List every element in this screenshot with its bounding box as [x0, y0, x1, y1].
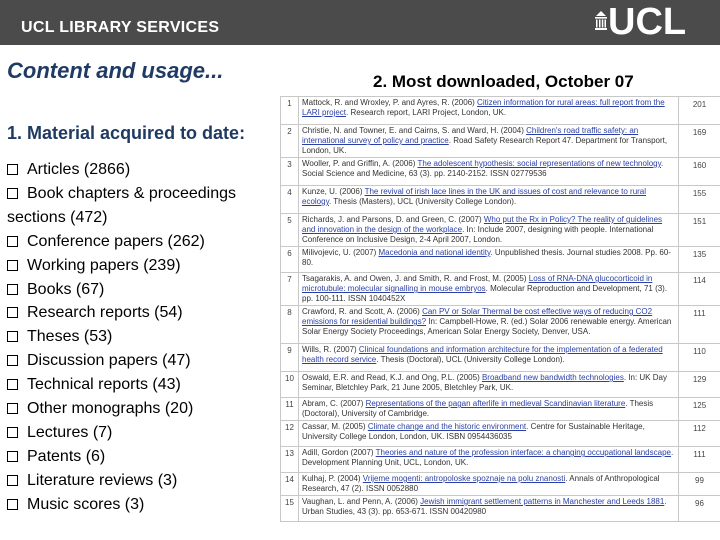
rank-cell: 11 — [281, 398, 299, 421]
rank-cell: 12 — [281, 421, 299, 447]
citation-details: . Thesis (Doctoral), University of Cambridge. — [302, 399, 654, 418]
citation-cell — [299, 247, 679, 273]
list-item — [7, 469, 277, 493]
citation-title-link[interactable]: Clinical foundations and information architecture for the implementation of a federated health record service — [302, 345, 663, 364]
rank-cell: 8 — [281, 306, 299, 344]
citation-title-link[interactable]: The revival of irish lace lines in the UK and issues of cost and relevance to rural ecology — [302, 187, 647, 206]
citation-title-link[interactable]: The adolescent hypothesis: social representations of new technology — [417, 159, 662, 168]
citation-authors: Wooller, P. and Griffin, A. (2006) — [302, 159, 418, 168]
download-count-cell: 125 — [679, 398, 720, 421]
citation-cell — [299, 473, 679, 496]
citation-cell — [299, 421, 679, 447]
download-count-cell: 114 — [679, 273, 720, 306]
citation-cell — [299, 447, 679, 473]
citation-cell — [299, 125, 679, 158]
citation-authors: Vaughan, L. and Penn, A. (2006) — [302, 497, 421, 506]
citation-details: . Road Safety Research Report 47. Department for Transport, London, UK. — [302, 136, 668, 155]
citation-title-link[interactable]: Representations of the pagan afterlife in medieval Scandinavian literature — [365, 399, 626, 408]
citation-details: . Urban Studies, 43 (3). pp. 653-671. ISSN 00420980 — [302, 497, 667, 516]
rank-cell: 3 — [281, 158, 299, 186]
download-count-cell: 135 — [679, 247, 720, 273]
checkbox-bullet-icon — [7, 284, 18, 295]
citation-details: . Development Planning Unit, UCL, London, UK. — [302, 448, 674, 467]
checkbox-bullet-icon — [7, 331, 18, 342]
citation-authors: Adill, Gordon (2007) — [302, 448, 376, 457]
list-item-label: Theses (53) — [27, 328, 113, 346]
citation-cell — [299, 273, 679, 306]
citation-title-link[interactable]: Jewish immigrant settlement patterns in Manchester and Leeds 1881 — [420, 497, 665, 506]
most-downloaded-heading: 2. Most downloaded, October 07 — [373, 72, 634, 91]
list-item — [7, 278, 277, 302]
citation-cell — [299, 306, 679, 344]
rank-cell: 2 — [281, 125, 299, 158]
list-item-label: Technical reports (43) — [27, 376, 181, 394]
rank-cell: 15 — [281, 496, 299, 522]
citation-authors: Kulhaj, P. (2004) — [302, 474, 363, 483]
citation-title-link[interactable]: Vrijeme mogenti: antropoloske spoznaje na polu znanosti — [362, 474, 566, 483]
checkbox-bullet-icon — [7, 475, 18, 486]
citation-title-link[interactable]: Climate change and the historic environment — [367, 422, 527, 431]
citation-details: . Centre for Sustainable Heritage, University College London, London, UK. ISBN 0954436035 — [302, 422, 645, 441]
download-count-cell: 151 — [679, 214, 720, 247]
material-list — [7, 158, 277, 517]
citation-details: . In: UK Day Seminar, Bletchley Park, 21 June 2005, Bletchley Park, UK. — [302, 373, 667, 392]
checkbox-bullet-icon — [7, 236, 18, 247]
table-row — [281, 473, 720, 496]
table-row — [281, 496, 720, 522]
citation-title-link[interactable]: Children's road traffic safety: an international survey of policy and practice — [302, 126, 639, 145]
download-count-cell: 169 — [679, 125, 720, 158]
citation-cell — [299, 496, 679, 522]
table-row — [281, 421, 720, 447]
citation-details: . Social Science and Medicine, 63 (3). pp. 2140-2152. ISSN 02779536 — [302, 159, 664, 178]
rank-cell: 5 — [281, 214, 299, 247]
citation-authors: Tsagarakis, A. and Owen, J. and Smith, R. and Frost, M. (2005) — [302, 274, 529, 283]
table-row — [281, 186, 720, 214]
checkbox-bullet-icon — [7, 307, 18, 318]
download-count-cell: 129 — [679, 372, 720, 398]
download-count-cell: 155 — [679, 186, 720, 214]
citation-title-link[interactable]: Theories and nature of the profession interface: a changing occupational landscape — [375, 448, 671, 457]
checkbox-bullet-icon — [7, 403, 18, 414]
rank-cell: 13 — [281, 447, 299, 473]
header-bar — [0, 0, 720, 45]
list-item — [7, 349, 277, 373]
checkbox-bullet-icon — [7, 499, 18, 510]
citation-title-link[interactable]: Loss of RNA-DNA glucocorticoid in microtubule: molecular signalling in mouse embryos — [302, 274, 653, 293]
list-item-label: Working papers (239) — [27, 256, 181, 274]
citation-title-link[interactable]: Can PV or Solar Thermal be cost effective ways of reducing CO2 emissions for residential buildings? — [302, 307, 653, 326]
material-acquired-heading: 1. Material acquired to date: — [7, 123, 246, 143]
citation-authors: Richards, J. and Parsons, D. and Green, C. (2007) — [302, 215, 484, 224]
list-item-label: Discussion papers (47) — [27, 352, 191, 370]
citation-authors: Wills, R. (2007) — [302, 345, 359, 354]
table-row — [281, 97, 720, 125]
citation-authors: Cassar, M. (2005) — [302, 422, 368, 431]
checkbox-bullet-icon — [7, 379, 18, 390]
citation-title-link[interactable]: Broadband new bandwidth technologies — [481, 373, 624, 382]
list-item — [7, 158, 277, 182]
list-item-label: Research reports (54) — [27, 304, 183, 322]
download-count-cell: 110 — [679, 344, 720, 372]
citation-cell — [299, 186, 679, 214]
citation-authors: Crawford, R. and Scott, A. (2006) — [302, 307, 423, 316]
citation-authors: Kunze, U. (2006) — [302, 187, 365, 196]
checkbox-bullet-icon — [7, 164, 18, 175]
logo-text: UCL — [608, 1, 687, 43]
citation-details: . Unpublished thesis. Journal studies 2008. Pp. 60-80. — [302, 248, 671, 267]
citation-title-link[interactable]: Who put the Rx in Policy? The reality of guidelines and innovation in the design of the workplace — [302, 215, 663, 234]
rank-cell: 1 — [281, 97, 299, 125]
rank-cell: 14 — [281, 473, 299, 496]
list-item — [7, 230, 277, 254]
list-item-label: Articles (2866) — [27, 161, 131, 178]
rank-cell: 10 — [281, 372, 299, 398]
list-item-label: Conference papers (262) — [27, 232, 205, 250]
table-row — [281, 125, 720, 158]
citation-cell — [299, 372, 679, 398]
list-item — [7, 445, 277, 469]
citation-cell — [299, 398, 679, 421]
table-row — [281, 306, 720, 344]
table-row — [281, 344, 720, 372]
checkbox-bullet-icon — [7, 355, 18, 366]
list-item-label: Literature reviews (3) — [27, 471, 178, 489]
download-count-cell: 201 — [679, 97, 720, 125]
list-item-label: Other monographs (20) — [27, 400, 194, 418]
list-item-label: Lectures (7) — [27, 423, 113, 441]
list-item — [7, 325, 277, 349]
citation-title-link[interactable]: Macedonia and national identity — [378, 248, 491, 257]
citation-cell — [299, 97, 679, 125]
citation-details: In: Campbell-Howe, R. (ed.) Solar 2006 renewable energy. American Solar Energy Society Proceedings, American Solar Energy Society, Denver, USA. — [302, 317, 672, 336]
list-item — [7, 493, 277, 517]
citation-cell — [299, 214, 679, 247]
header-title: UCL LIBRARY SERVICES — [21, 19, 220, 36]
table-row — [281, 398, 720, 421]
citation-authors: Oswald, E.R. and Read, K.J. and Ong, P.L. (2005) — [302, 373, 482, 382]
citation-authors: Milivojevic, U. (2007) — [302, 248, 379, 257]
portico-icon — [594, 10, 608, 32]
list-item — [7, 397, 277, 421]
table-row — [281, 372, 720, 398]
list-item — [7, 301, 277, 325]
download-count-cell: 99 — [679, 473, 720, 496]
rank-cell: 6 — [281, 247, 299, 273]
citation-authors: Mattock, R. and Wroxley, P. and Ayres, R. (2006) — [302, 98, 478, 107]
downloads-table — [280, 96, 720, 522]
ucl-logo — [594, 1, 706, 43]
list-item-label: Patents (6) — [27, 447, 106, 465]
citation-cell — [299, 158, 679, 186]
download-count-cell: 111 — [679, 306, 720, 344]
checkbox-bullet-icon — [7, 451, 18, 462]
list-item-label: Music scores (3) — [27, 495, 145, 513]
table-row — [281, 447, 720, 473]
slide-title: Content and usage... — [7, 58, 224, 83]
table-row — [281, 247, 720, 273]
download-count-cell: 112 — [679, 421, 720, 447]
list-item — [7, 421, 277, 445]
download-count-cell: 96 — [679, 496, 720, 522]
citation-details: . Thesis (Doctoral), UCL (University College London). — [376, 355, 565, 364]
checkbox-bullet-icon — [7, 188, 18, 199]
table-row — [281, 273, 720, 306]
citation-authors: Christie, N. and Towner, E. and Cairns, S. and Ward, H. (2004) — [302, 126, 527, 135]
table-row — [281, 158, 720, 186]
checkbox-bullet-icon — [7, 260, 18, 271]
citation-details: . In: Include 2007, designing with people. International Conference on Inclusive Design, 2-4 April 2007, London. — [302, 225, 654, 244]
citation-details: . Molecular Reproduction and Development, 71 (3). pp. 100-111. ISSN 1040452X — [302, 284, 668, 303]
citation-details: . Annals of Anthropological Research, 47 (2). ISSN 0052880 — [302, 474, 660, 493]
checkbox-bullet-icon — [7, 427, 18, 438]
citation-authors: Abram, C. (2007) — [302, 399, 366, 408]
list-item — [7, 373, 277, 397]
citation-title-link[interactable]: Citizen information for rural areas: full report from the LARI project — [302, 98, 665, 117]
table-row — [281, 214, 720, 247]
citation-details: . Research report, LARI Project, London, UK. — [346, 108, 507, 117]
rank-cell: 9 — [281, 344, 299, 372]
rank-cell: 4 — [281, 186, 299, 214]
rank-cell: 7 — [281, 273, 299, 306]
downloads-table-panel — [280, 96, 720, 540]
citation-details: . Thesis (Masters), UCL (University College London). — [328, 197, 517, 206]
list-item — [7, 254, 277, 278]
list-item-label: Books (67) — [27, 280, 105, 298]
download-count-cell: 111 — [679, 447, 720, 473]
citation-cell — [299, 344, 679, 372]
list-item — [7, 182, 277, 230]
list-item-label: Book chapters & proceedings sections (472) — [7, 184, 237, 226]
download-count-cell: 160 — [679, 158, 720, 186]
